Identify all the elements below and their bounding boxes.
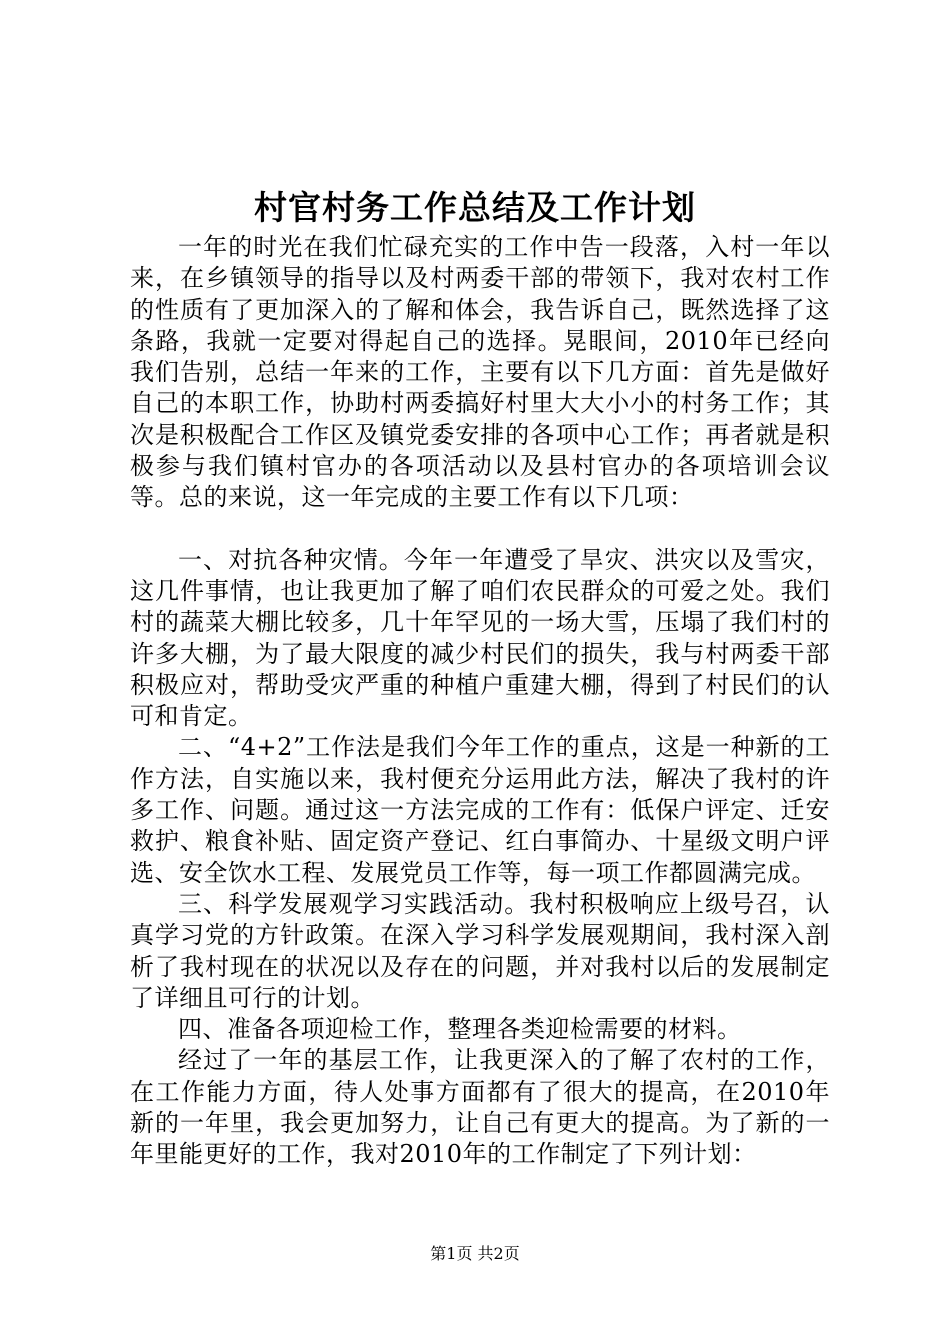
paragraph-plan-intro: 经过了一年的基层工作，让我更深入的了解了农村的工作，在工作能力方面，待人处事方面都有了很大的提高，在2010年新的一年里，我会更加努力，让自己有更大的提高。为了新的一年里能更好的工作，我对2010年的工作制定了下列计划： bbox=[130, 1046, 830, 1169]
page-number-footer: 第1页 共2页 bbox=[430, 1244, 520, 1263]
paragraph-item-4: 四、准备各项迎检工作，整理各类迎检需要的材料。 bbox=[178, 1015, 742, 1044]
paragraph-item-2: 二、“4+2”工作法是我们今年工作的重点，这是一种新的工作方法，自实施以来，我村便充分运用此方法，解决了我村的许多工作、问题。通过这一方法完成的工作有：低保户评定、迁安救护、粮食补贴、固定资产登记、红白事简办、十星级文明户评选、安全饮水工程、发展党员工作等，每一项工作都圆满完成。 bbox=[130, 733, 830, 887]
paragraph-item-1: 一、对抗各种灾情。今年一年遭受了旱灾、洪灾以及雪灾，这几件事情，也让我更加了解了咱们农民群众的可爱之处。我们村的蔬菜大棚比较多，几十年罕见的一场大雪，压塌了我们村的许多大棚，为了最大限度的减少村民们的损失，我与村两委干部积极应对，帮助受灾严重的种植户重建大棚，得到了村民们的认可和肯定。 bbox=[130, 545, 830, 731]
paragraph-intro: 一年的时光在我们忙碌充实的工作中告一段落，入村一年以来，在乡镇领导的指导以及村两委干部的带领下，我对农村工作的性质有了更加深入的了解和体会，我告诉自己，既然选择了这条路，我就一定要对得起自己的选择。晃眼间，2010年已经向我们告别，总结一年来的工作，主要有以下几方面：首先是做好自己的本职工作，协助村两委搞好村里大大小小的村务工作；其次是积极配合工作区及镇党委安排的各项中心工作；再者就是积极参与我们镇村官办的各项活动以及县村官办的各项培训会议等。总的来说，这一年完成的主要工作有以下几项： bbox=[130, 233, 830, 512]
document-title: 村官村务工作总结及工作计划 bbox=[254, 188, 696, 227]
document-body bbox=[130, 232, 830, 1171]
paragraph-item-3: 三、科学发展观学习实践活动。我村积极响应上级号召，认真学习党的方针政策。在深入学习科学发展观期间，我村深入剖析了我村现在的状况以及存在的问题，并对我村以后的发展制定了详细且可行的计划。 bbox=[130, 889, 830, 1012]
